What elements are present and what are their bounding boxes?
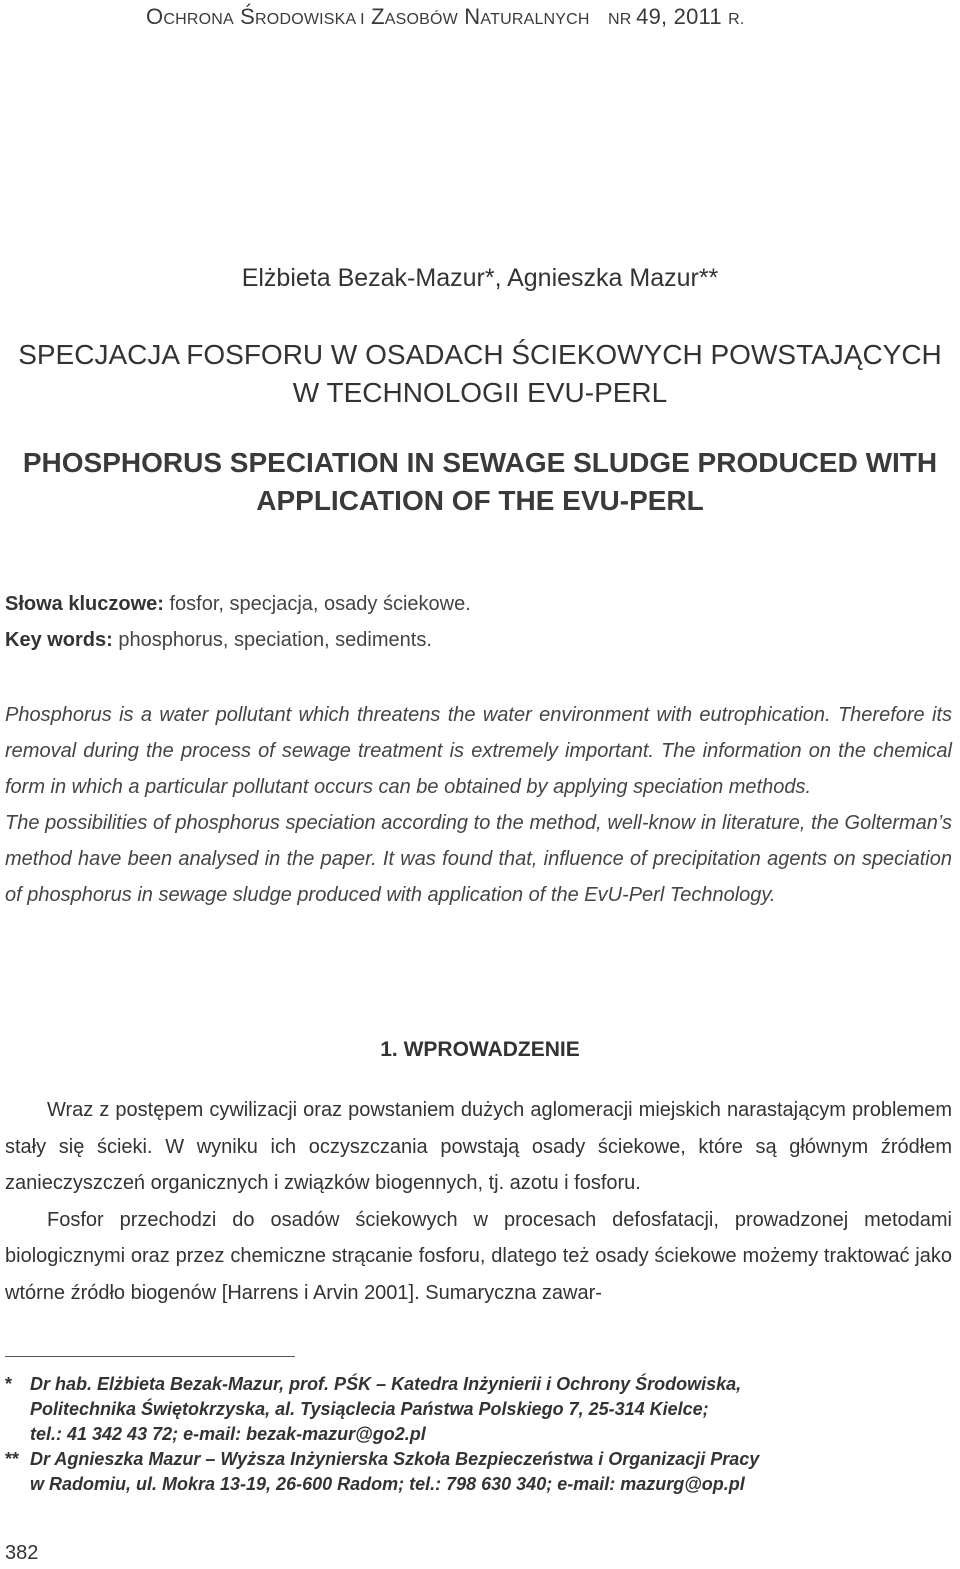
journal-name: OCHRONA ŚRODOWISKA I ZASOBÓW NATURALNYCH — [146, 4, 590, 29]
body-paragraph: Wraz z postępem cywilizacji oraz powstaniem dużych aglomeracji miejskich narastającym problemem stały się ścieki. W wyniku ich oczyszczania powstają osady ściekowe, które są głównym źródłem zanieczyszczeń organicznych i związków biogennych, tj. azotu i fosforu. — [5, 1099, 952, 1194]
title-polish — [0, 336, 960, 412]
footnote-line: Politechnika Świętokrzyska, al. Tysiąclecia Państwa Polskiego 7, 25-314 Kielce; — [30, 1399, 709, 1419]
footnote-line: w Radomiu, ul. Mokra 13-19, 26-600 Radom; tel.: 798 630 340; e-mail: mazurg@op.pl — [30, 1474, 745, 1494]
title-english-line: PHOSPHORUS SPECIATION IN SEWAGE SLUDGE PRODUCED WITH — [22, 447, 938, 478]
footnote — [5, 1372, 945, 1447]
keywords-english-label: Key words: — [5, 629, 113, 651]
title-polish-line: W TECHNOLOGII EVU-PERL — [292, 377, 668, 408]
title-english — [0, 444, 960, 520]
footnote-divider — [5, 1356, 295, 1357]
footnote-mark: * — [5, 1374, 13, 1394]
footnote — [5, 1447, 945, 1497]
footnote-line: Dr hab. Elżbieta Bezak-Mazur, prof. PŚK – Katedra Inżynierii i Ochrony Środowiska, — [30, 1374, 742, 1394]
keywords-english-text: phosphorus, speciation, sediments. — [112, 629, 432, 651]
page-number: 382 — [5, 1542, 39, 1564]
abstract — [5, 697, 952, 913]
keywords-polish-text: fosfor, specjacja, osady ściekowe. — [163, 593, 471, 615]
title-polish-line: SPECJACJA FOSFORU W OSADACH ŚCIEKOWYCH POWSTAJĄCYCH — [18, 339, 942, 370]
keywords-polish-label: Słowa kluczowe: — [5, 593, 164, 615]
body-paragraph: Fosfor przechodzi do osadów ściekowych w procesach defosfatacji, prowadzonej metodami biologicznymi oraz przez chemiczne strącanie fosforu, dlatego też osady ściekowe możemy traktować jako wtórne źródło biogenów [Harrens i Arvin 2001]. Sumaryczna zawar- — [5, 1208, 952, 1304]
footnote-line: Dr Agnieszka Mazur – Wyższa Inżynierska Szkoła Bezpieczeństwa i Organizacji Pracy — [30, 1449, 760, 1469]
footnote-mark: ** — [5, 1449, 20, 1469]
title-english-line: APPLICATION OF THE EVU-PERL — [256, 485, 704, 516]
journal-issue: NR 49, 2011 R. — [608, 4, 745, 29]
abstract-paragraph: Phosphorus is a water pollutant which threatens the water environment with eutrophication. Therefore its removal during the process of sewage treatment is extremely important. The information on the chemical form in which a particular pollutant occurs can be obtained by applying speciation methods. — [5, 704, 952, 798]
footnotes — [5, 1372, 945, 1497]
abstract-paragraph: The possibilities of phosphorus speciation according to the method, well-know in literature, the Golterman’s method have been analysed in the paper. It was found that, influence of precipitation agents on speciation of phosphorus in sewage sludge produced with application of the EvU-Perl Technology. — [5, 812, 952, 906]
body-text — [5, 1092, 952, 1311]
authors: Elżbieta Bezak-Mazur*, Agnieszka Mazur** — [241, 264, 719, 292]
footnote-line: tel.: 41 342 43 72; e-mail: bezak-mazur@go2.pl — [30, 1424, 426, 1444]
keywords-english — [5, 629, 432, 652]
section-heading: 1. WPROWADZENIE — [380, 1038, 580, 1061]
keywords-polish — [5, 593, 471, 616]
running-head — [146, 4, 744, 30]
